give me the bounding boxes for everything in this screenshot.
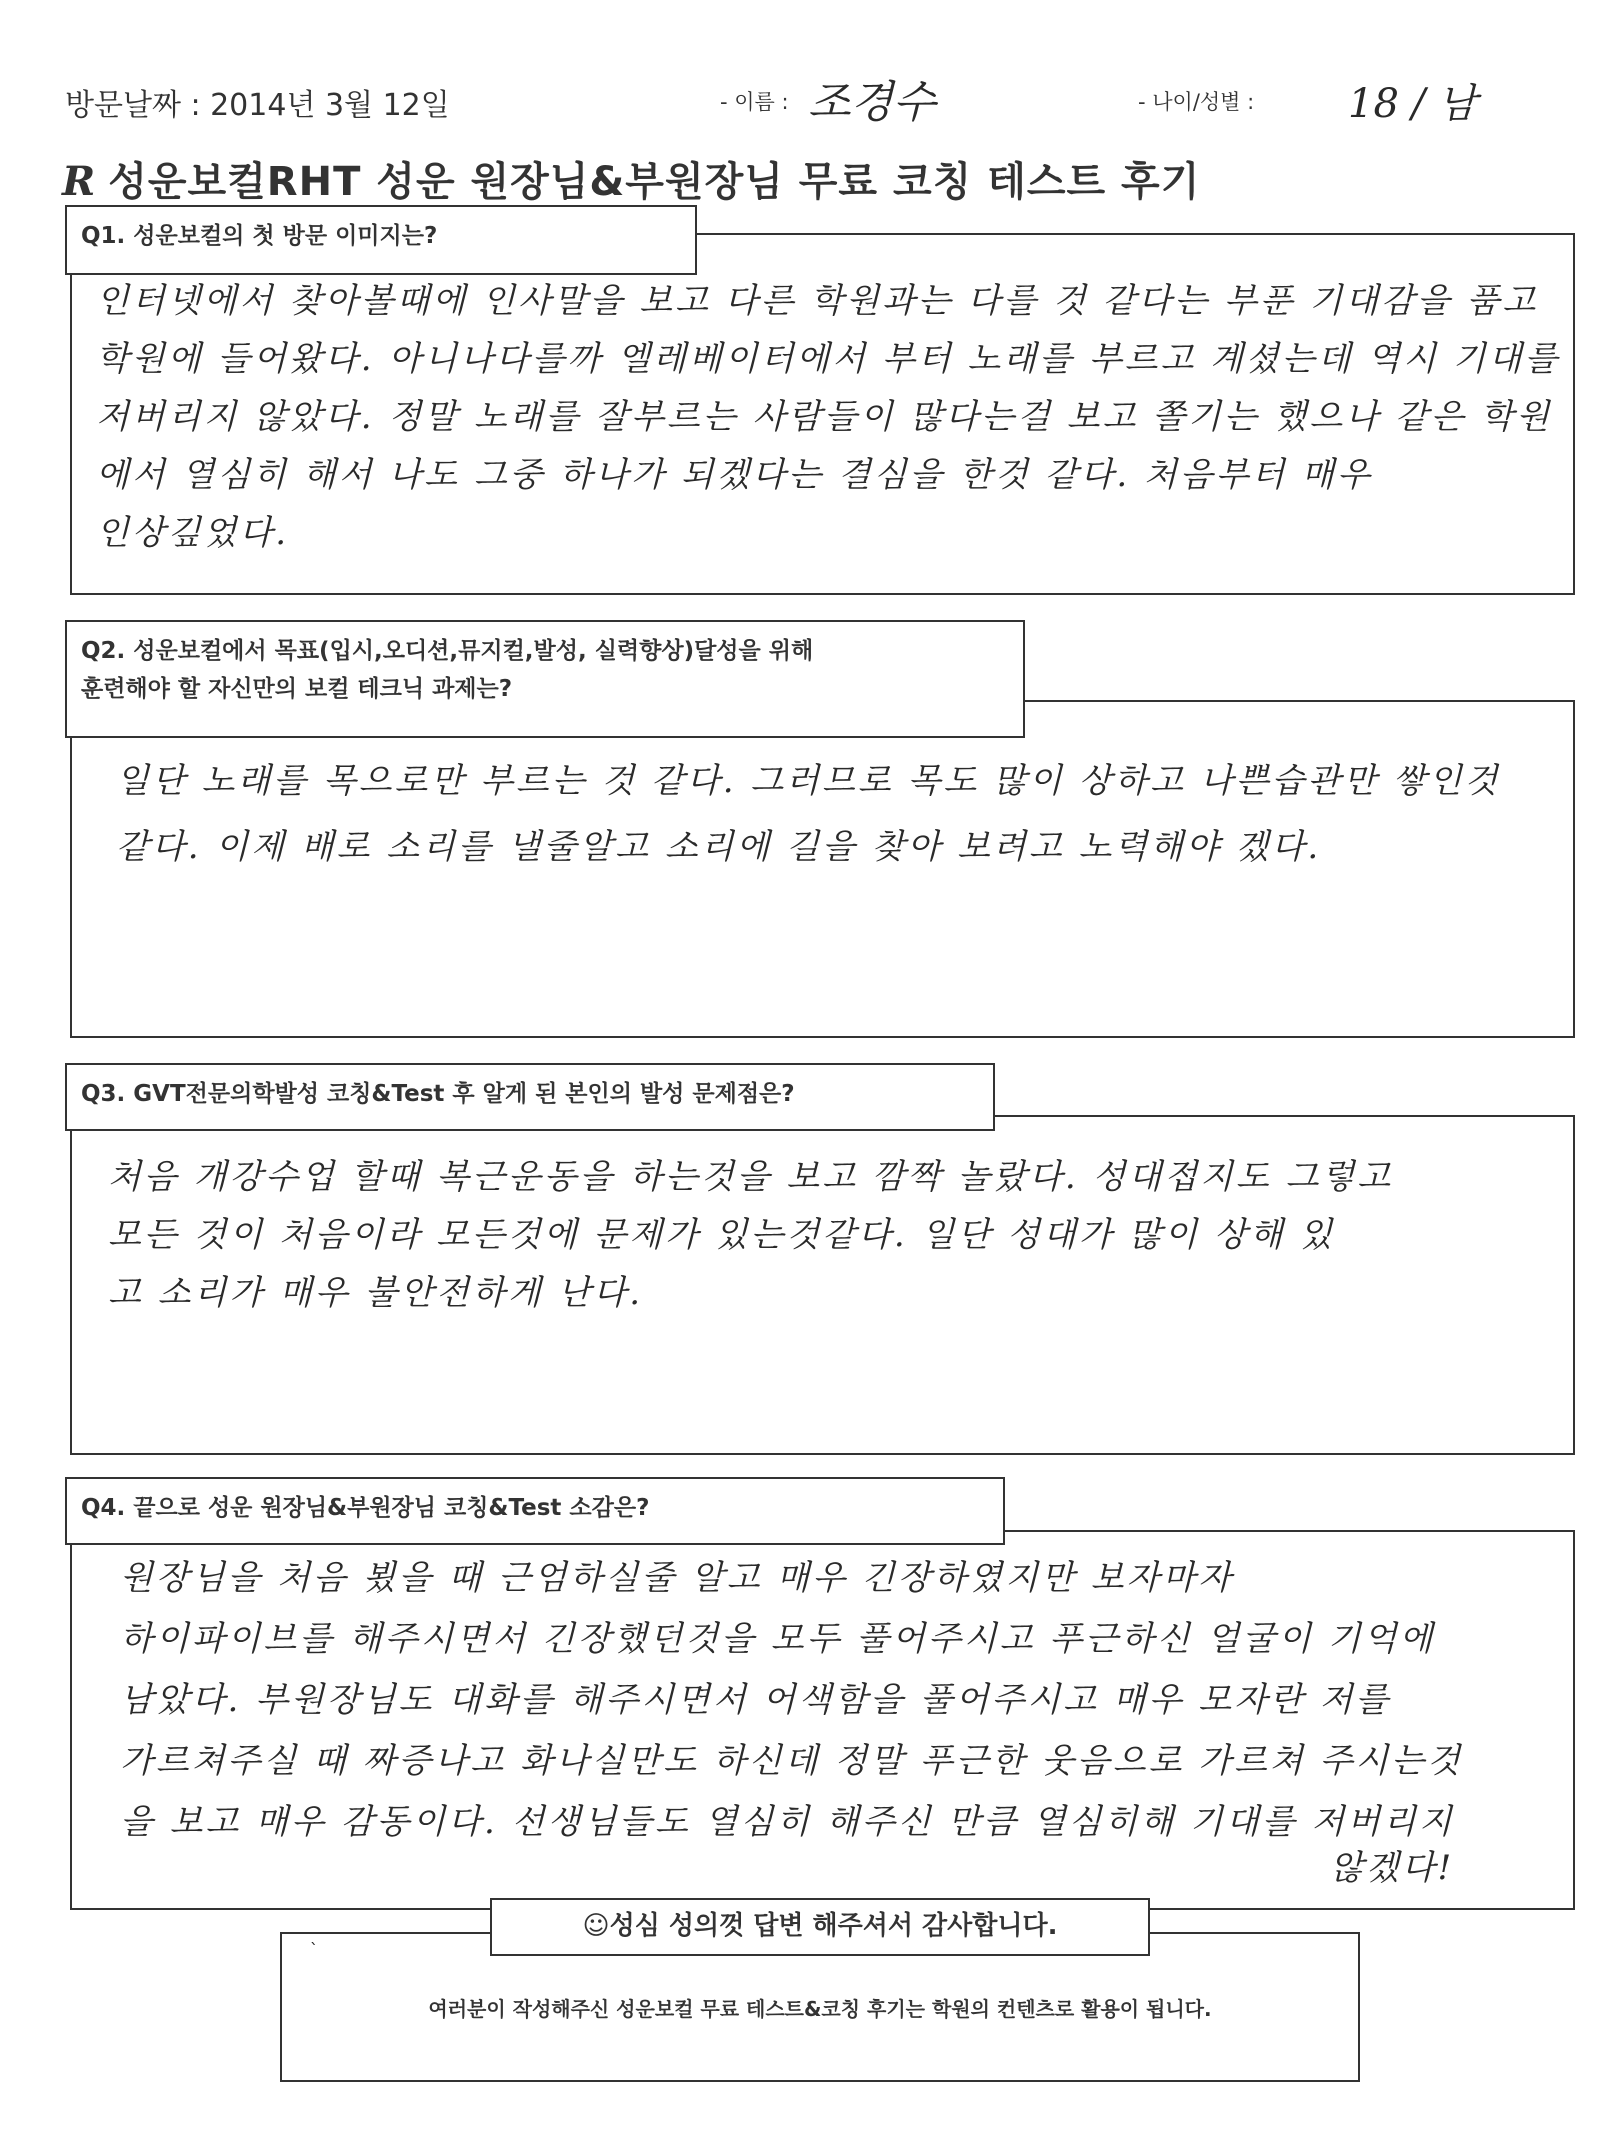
- title-text: 성운보컬RHT 성운 원장님&부원장님 무료 코칭 테스트 후기: [108, 159, 1201, 205]
- question-label-q3: Q3. GVT전문의학발성 코칭&Test 후 알게 된 본인의 발성 문제점은?: [65, 1063, 995, 1131]
- footer-note: 여러분이 작성해주신 성운보컬 무료 테스트&코칭 후기는 학원의 컨텐츠로 활용이 됩니다.: [428, 1997, 1212, 2021]
- question-label-q2-line2: 훈련해야 할 자신만의 보컬 테크닉 과제는?: [81, 676, 513, 702]
- question-label-q4: Q4. 끝으로 성운 원장님&부원장님 코칭&Test 소감은?: [65, 1477, 1005, 1545]
- answer-text-q2: 일단 노래를 목으로만 부르는 것 같다. 그러므로 목도 많이 상하고 나쁜습관만 쌓인것 같다. 이제 배로 소리를 낼줄알고 소리에 길을 찾아 보려고 노력해야 겠다.: [116, 761, 1501, 867]
- tick-mark: `: [310, 1940, 318, 1959]
- thanks-banner: ☺성심 성의껏 답변 해주셔서 감사합니다.: [490, 1898, 1150, 1956]
- answer-text-q4: 원장님을 처음 뵜을 때 근엄하실줄 알고 매우 긴장하였지만 보자마자 하이파이브를 해주시면서 긴장했던것을 모두 풀어주시고 푸근하신 얼굴이 기억에 남았다. 부원장님도 대화를 해주시면서 어색함을 풀어주시고 매우 모자란 저를 가르쳐주실 때 짜증나고 화나실만도 하신데 정말 푸근한 웃음으로 가르쳐 주시는것 을 보고 매우 감동이다. 선생님들도 열심히 해주신 만큼 열심히해 기대를 저버리지: [120, 1558, 1463, 1842]
- visit-date: 방문날짜 : 2014년 3월 12일: [65, 88, 450, 123]
- question-label-q1: Q1. 성운보컬의 첫 방문 이미지는?: [65, 205, 697, 275]
- age-gender-value: 18 / 남: [1348, 81, 1477, 127]
- age-gender-label: - 나이/성별 :: [1138, 90, 1255, 114]
- answer-text-q3: 처음 개강수업 할때 복근운동을 하는것을 보고 깜짝 놀랐다. 성대접지도 그렇고 모든 것이 처음이라 모든것에 문제가 있는것같다. 일단 성대가 많이 상해 있 고 소리가 매우 불안전하게 난다.: [108, 1157, 1394, 1313]
- title-mark: R: [62, 158, 97, 205]
- page-title: [62, 150, 1200, 207]
- answer-text-q1: 인터넷에서 찾아볼때에 인사말을 보고 다른 학원과는 다를 것 같다는 부푼 기대감을 품고 학원에 들어왔다. 아니나다를까 엘레베이터에서 부터 노래를 부르고 계셨는데 역시 기대를 저버리지 않았다. 정말 노래를 잘부르는 사람들이 많다는걸 보고 쫄기는 했으나 같은 학원 에서 열심히 해서 나도 그중 하나가 되겠다는 결심을 한것 같다. 처음부터 매우 인상깊었다.: [96, 281, 1561, 553]
- answer-text-q4-tail: 않겠다!: [1330, 1848, 1455, 1888]
- name-label: - 이름 :: [720, 90, 789, 114]
- question-label-q2-line1: Q2. 성운보컬에서 목표(입시,오디션,뮤지컬,발성, 실력향상)달성을 위해: [81, 638, 814, 664]
- question-label-q2: [65, 620, 1025, 738]
- name-value: 조경수: [808, 77, 936, 128]
